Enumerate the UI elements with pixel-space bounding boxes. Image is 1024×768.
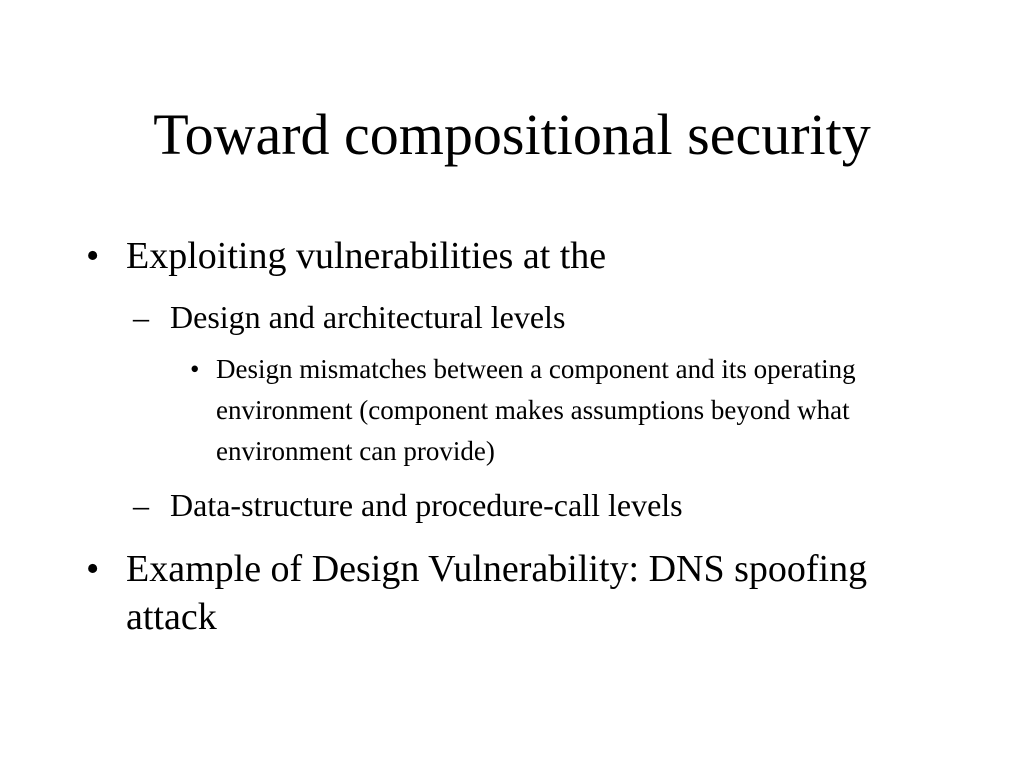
- bullet-text: Design mismatches between a component and its operating environment (component makes assumptions beyond what environment can provide): [216, 354, 856, 466]
- bullet-text: Design and architectural levels: [170, 299, 566, 335]
- bullet-item-level-2: [133, 297, 950, 337]
- bullet-marker: •: [86, 548, 100, 590]
- bullet-item-level-2: [133, 485, 950, 525]
- bullet-marker: •: [190, 354, 200, 384]
- bullet-text: Data-structure and procedure-call levels: [170, 487, 683, 523]
- dash-marker: –: [133, 299, 149, 335]
- bullet-marker: •: [86, 235, 100, 277]
- slide-title: Toward compositional security: [153, 102, 871, 167]
- bullet-text: Example of Design Vulnerability: DNS spoofing attack: [126, 548, 868, 638]
- bullet-item-level-1: [86, 232, 906, 280]
- dash-marker: –: [133, 487, 149, 523]
- bullet-text: Exploiting vulnerabilities at the: [126, 235, 607, 277]
- bullet-item-level-1: [86, 545, 906, 641]
- bullet-item-level-3: [190, 349, 956, 472]
